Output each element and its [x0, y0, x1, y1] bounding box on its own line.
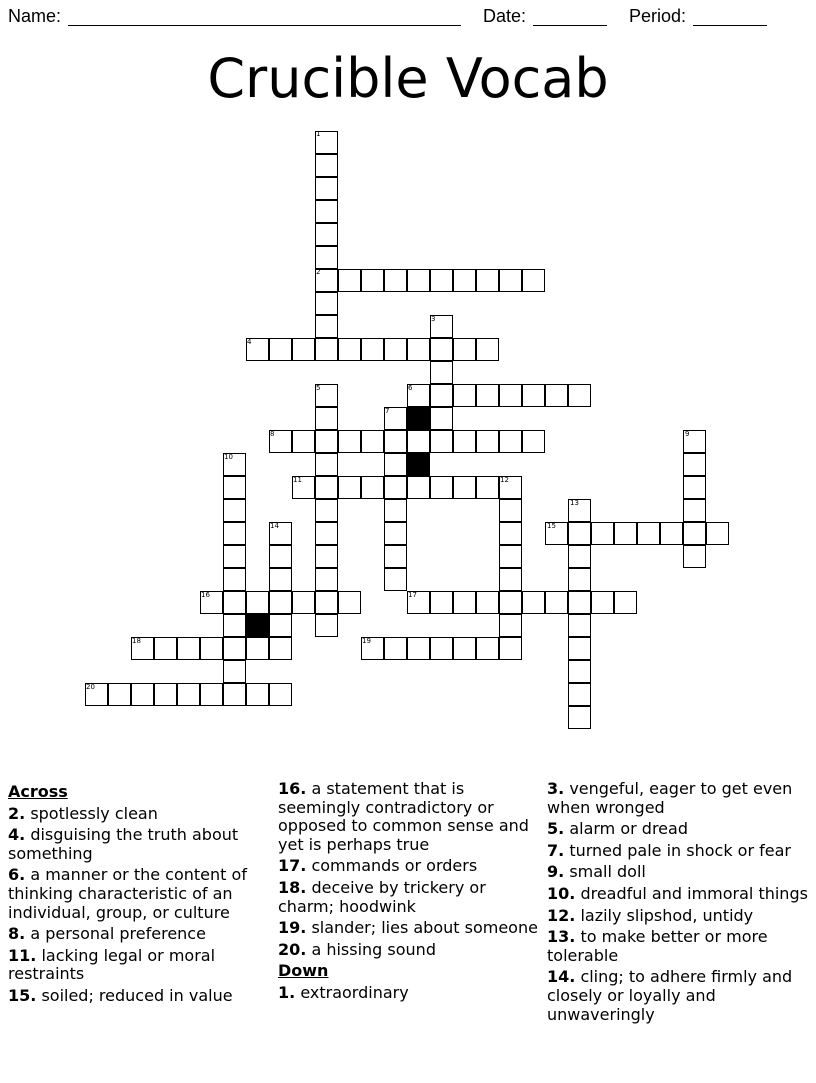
blocked-cell	[407, 407, 430, 430]
grid-cell[interactable]	[338, 476, 361, 499]
clue-across-4: 4. disguising the truth about something	[8, 825, 239, 863]
clues-column-3	[547, 780, 809, 1024]
clue-number: 2	[316, 268, 321, 276]
clue-number: 5	[316, 384, 321, 392]
grid-cell[interactable]	[384, 568, 407, 591]
clue-across-17: 17. commands or orders	[278, 856, 478, 876]
grid-cell[interactable]	[384, 545, 407, 568]
grid-cell[interactable]	[614, 522, 637, 545]
grid-cell[interactable]	[246, 591, 269, 614]
clue-number: 17	[408, 591, 417, 599]
grid-cell[interactable]	[315, 200, 338, 223]
grid-cell[interactable]	[315, 338, 338, 361]
clue-number: 10	[224, 453, 233, 461]
grid-cell[interactable]	[430, 384, 453, 407]
grid-cell[interactable]	[384, 522, 407, 545]
clue-number: 18	[132, 637, 141, 645]
grid-cell[interactable]	[292, 591, 315, 614]
grid-cell[interactable]	[499, 568, 522, 591]
grid-cell[interactable]	[177, 683, 200, 706]
grid-cell[interactable]	[361, 476, 384, 499]
grid-cell[interactable]	[384, 476, 407, 499]
grid-cell[interactable]	[453, 637, 476, 660]
grid-cell[interactable]	[315, 430, 338, 453]
clue-number: 1	[316, 130, 321, 138]
grid-cell[interactable]	[315, 154, 338, 177]
grid-cell[interactable]	[499, 499, 522, 522]
grid-cell[interactable]	[200, 683, 223, 706]
clue-number: 15	[547, 522, 556, 530]
grid-cell[interactable]	[568, 683, 591, 706]
grid-cell[interactable]	[315, 545, 338, 568]
grid-cell[interactable]	[384, 269, 407, 292]
grid-cell[interactable]	[154, 637, 177, 660]
grid-cell[interactable]	[338, 430, 361, 453]
clue-number: 4	[247, 338, 252, 346]
clue-number: 13	[570, 499, 579, 507]
grid-cell[interactable]	[315, 292, 338, 315]
clue-down-5: 5. alarm or dread	[547, 819, 688, 839]
clue-down-13: 13. to make better or more tolerable	[547, 927, 768, 965]
grid-cell[interactable]	[315, 614, 338, 637]
grid-cell[interactable]	[384, 637, 407, 660]
clue-down-9: 9. small doll	[547, 862, 646, 882]
grid-cell[interactable]	[223, 637, 246, 660]
clue-down-14: 14. cling; to adhere firmly and closely or loyally and unwaveringly	[547, 967, 793, 1024]
grid-cell[interactable]	[591, 591, 614, 614]
grid-cell[interactable]	[499, 522, 522, 545]
grid-cell[interactable]	[223, 614, 246, 637]
grid-cell[interactable]	[338, 591, 361, 614]
page-title: Crucible Vocab	[207, 47, 609, 110]
grid-cell[interactable]	[499, 269, 522, 292]
clue-down-7: 7. turned pale in shock or fear	[547, 840, 791, 860]
grid-cell[interactable]	[361, 338, 384, 361]
grid-cell[interactable]	[522, 591, 545, 614]
grid-cell[interactable]	[269, 545, 292, 568]
clue-across-18: 18. deceive by trickery or charm; hoodwink	[278, 877, 486, 916]
grid-cell[interactable]	[568, 384, 591, 407]
grid-cell[interactable]	[338, 269, 361, 292]
grid-cell[interactable]	[430, 361, 453, 384]
grid-cell[interactable]	[269, 338, 292, 361]
blocked-cell	[407, 453, 430, 476]
grid-cell[interactable]	[476, 591, 499, 614]
grid-cell[interactable]	[430, 430, 453, 453]
clues-column-1	[8, 780, 270, 1006]
grid-cell[interactable]	[453, 476, 476, 499]
grid-cell[interactable]	[384, 430, 407, 453]
grid-cell[interactable]	[292, 430, 315, 453]
clue-number: 9	[685, 430, 690, 438]
grid-cell[interactable]	[683, 453, 706, 476]
clue-number: 20	[86, 683, 95, 691]
grid-cell[interactable]	[246, 637, 269, 660]
clue-number: 3	[431, 315, 436, 323]
grid-cell[interactable]	[568, 660, 591, 683]
grid-cell[interactable]	[430, 338, 453, 361]
grid-cell[interactable]	[476, 476, 499, 499]
grid-cell[interactable]	[637, 522, 660, 545]
grid-cell[interactable]	[499, 384, 522, 407]
grid-cell[interactable]	[430, 269, 453, 292]
grid-cell[interactable]	[269, 614, 292, 637]
grid-cell[interactable]	[384, 338, 407, 361]
grid-cell[interactable]	[223, 660, 246, 683]
grid-cell[interactable]	[223, 499, 246, 522]
grid-cell[interactable]	[315, 315, 338, 338]
grid-cell[interactable]	[292, 338, 315, 361]
grid-cell[interactable]	[315, 568, 338, 591]
grid-cell[interactable]	[108, 683, 131, 706]
grid-cell[interactable]	[660, 522, 683, 545]
blocked-cell	[246, 614, 269, 637]
grid-cell[interactable]	[361, 269, 384, 292]
grid-cell[interactable]	[338, 338, 361, 361]
grid-cell[interactable]	[315, 476, 338, 499]
grid-cell[interactable]	[200, 637, 223, 660]
grid-cell[interactable]	[315, 453, 338, 476]
grid-cell[interactable]	[430, 637, 453, 660]
clue-number: 16	[201, 591, 210, 599]
clue-down-12: 12. lazily slipshod, untidy	[547, 905, 754, 925]
clue-number: 11	[293, 476, 302, 484]
clue-across-2: 2. spotlessly clean	[8, 803, 158, 823]
grid-cell[interactable]	[430, 591, 453, 614]
grid-cell[interactable]	[476, 338, 499, 361]
grid-cell[interactable]	[177, 637, 200, 660]
grid-cell[interactable]	[683, 476, 706, 499]
across-heading: Across	[8, 782, 68, 801]
grid-cell[interactable]	[522, 384, 545, 407]
grid-cell[interactable]	[499, 591, 522, 614]
clue-number: 6	[408, 384, 413, 392]
grid-cell[interactable]	[407, 269, 430, 292]
grid-cell[interactable]	[568, 706, 591, 729]
clue-across-11: 11. lacking legal or moral restraints	[8, 945, 216, 984]
grid-cell[interactable]	[430, 407, 453, 430]
grid-cell[interactable]	[545, 384, 568, 407]
grid-cell[interactable]	[453, 384, 476, 407]
grid-cell[interactable]	[223, 476, 246, 499]
grid-cell[interactable]	[223, 591, 246, 614]
clue-across-20: 20. a hissing sound	[278, 939, 436, 959]
grid-cell[interactable]	[568, 637, 591, 660]
clue-across-19: 19. slander; lies about someone	[278, 918, 538, 938]
grid-cell[interactable]	[269, 683, 292, 706]
grid-cell[interactable]	[614, 591, 637, 614]
grid-cell[interactable]	[499, 614, 522, 637]
grid-cell[interactable]	[545, 591, 568, 614]
clue-across-15: 15. soiled; reduced in value	[8, 985, 233, 1005]
clue-down-10: 10. dreadful and immoral things	[547, 883, 808, 903]
grid-cell[interactable]	[315, 499, 338, 522]
grid-cell[interactable]	[591, 522, 614, 545]
grid-cell[interactable]	[407, 430, 430, 453]
clue-across-16: 16. a statement that is seemingly contradictory or opposed to common sense and yet is perhaps true	[278, 779, 529, 854]
grid-cell[interactable]	[361, 430, 384, 453]
grid-cell[interactable]	[223, 522, 246, 545]
clue-number: 7	[385, 407, 390, 415]
grid-cell[interactable]	[246, 683, 269, 706]
grid-cell[interactable]	[453, 591, 476, 614]
grid-cell[interactable]	[568, 614, 591, 637]
date-label: Date:	[483, 6, 527, 26]
grid-cell[interactable]	[706, 522, 729, 545]
grid-cell[interactable]	[269, 637, 292, 660]
period-label: Period:	[629, 6, 687, 26]
grid-cell[interactable]	[315, 591, 338, 614]
clue-across-8: 8. a personal preference	[8, 924, 206, 944]
grid-cell[interactable]	[315, 522, 338, 545]
grid-cell[interactable]	[407, 476, 430, 499]
grid-cell[interactable]	[499, 637, 522, 660]
grid-cell[interactable]	[499, 430, 522, 453]
grid-cell[interactable]	[522, 430, 545, 453]
name-label: Name:	[8, 6, 62, 26]
clue-number: 8	[270, 430, 275, 438]
grid-cell[interactable]	[476, 269, 499, 292]
grid-cell[interactable]	[131, 683, 154, 706]
clue-number: 14	[270, 522, 279, 530]
grid-cell[interactable]	[315, 177, 338, 200]
down-heading: Down	[278, 961, 329, 981]
grid-cell[interactable]	[453, 338, 476, 361]
grid-cell[interactable]	[568, 591, 591, 614]
grid-cell[interactable]	[407, 637, 430, 660]
grid-cell[interactable]	[223, 545, 246, 568]
grid-cell[interactable]	[499, 545, 522, 568]
grid-cell[interactable]	[269, 568, 292, 591]
grid-cell[interactable]	[568, 568, 591, 591]
grid-cell[interactable]	[269, 591, 292, 614]
clue-across-6: 6. a manner or the content of thinking characteristic of an individual, group, or culture	[8, 865, 247, 922]
grid-cell[interactable]	[315, 246, 338, 269]
grid-cell[interactable]	[223, 568, 246, 591]
grid-cell[interactable]	[430, 476, 453, 499]
grid-cell[interactable]	[476, 384, 499, 407]
clues-column-2	[278, 780, 540, 1003]
grid-cell[interactable]	[522, 269, 545, 292]
grid-cell[interactable]	[476, 430, 499, 453]
grid-cell[interactable]	[315, 407, 338, 430]
grid-cell[interactable]	[453, 430, 476, 453]
grid-cell[interactable]	[154, 683, 177, 706]
grid-cell[interactable]	[384, 453, 407, 476]
clue-down-3: 3. vengeful, eager to get even when wronged	[547, 779, 793, 817]
grid-cell[interactable]	[223, 683, 246, 706]
grid-cell[interactable]	[453, 269, 476, 292]
grid-cell[interactable]	[476, 637, 499, 660]
clue-down-1: 1. extraordinary	[278, 982, 409, 1002]
grid-cell[interactable]	[683, 545, 706, 568]
grid-cell[interactable]	[384, 499, 407, 522]
grid-cell[interactable]	[568, 522, 591, 545]
grid-cell[interactable]	[315, 223, 338, 246]
grid-cell[interactable]	[683, 522, 706, 545]
clue-number: 12	[500, 476, 509, 484]
grid-cell[interactable]	[407, 338, 430, 361]
clue-number: 19	[362, 637, 371, 645]
grid-cell[interactable]	[568, 545, 591, 568]
grid-cell[interactable]	[683, 499, 706, 522]
